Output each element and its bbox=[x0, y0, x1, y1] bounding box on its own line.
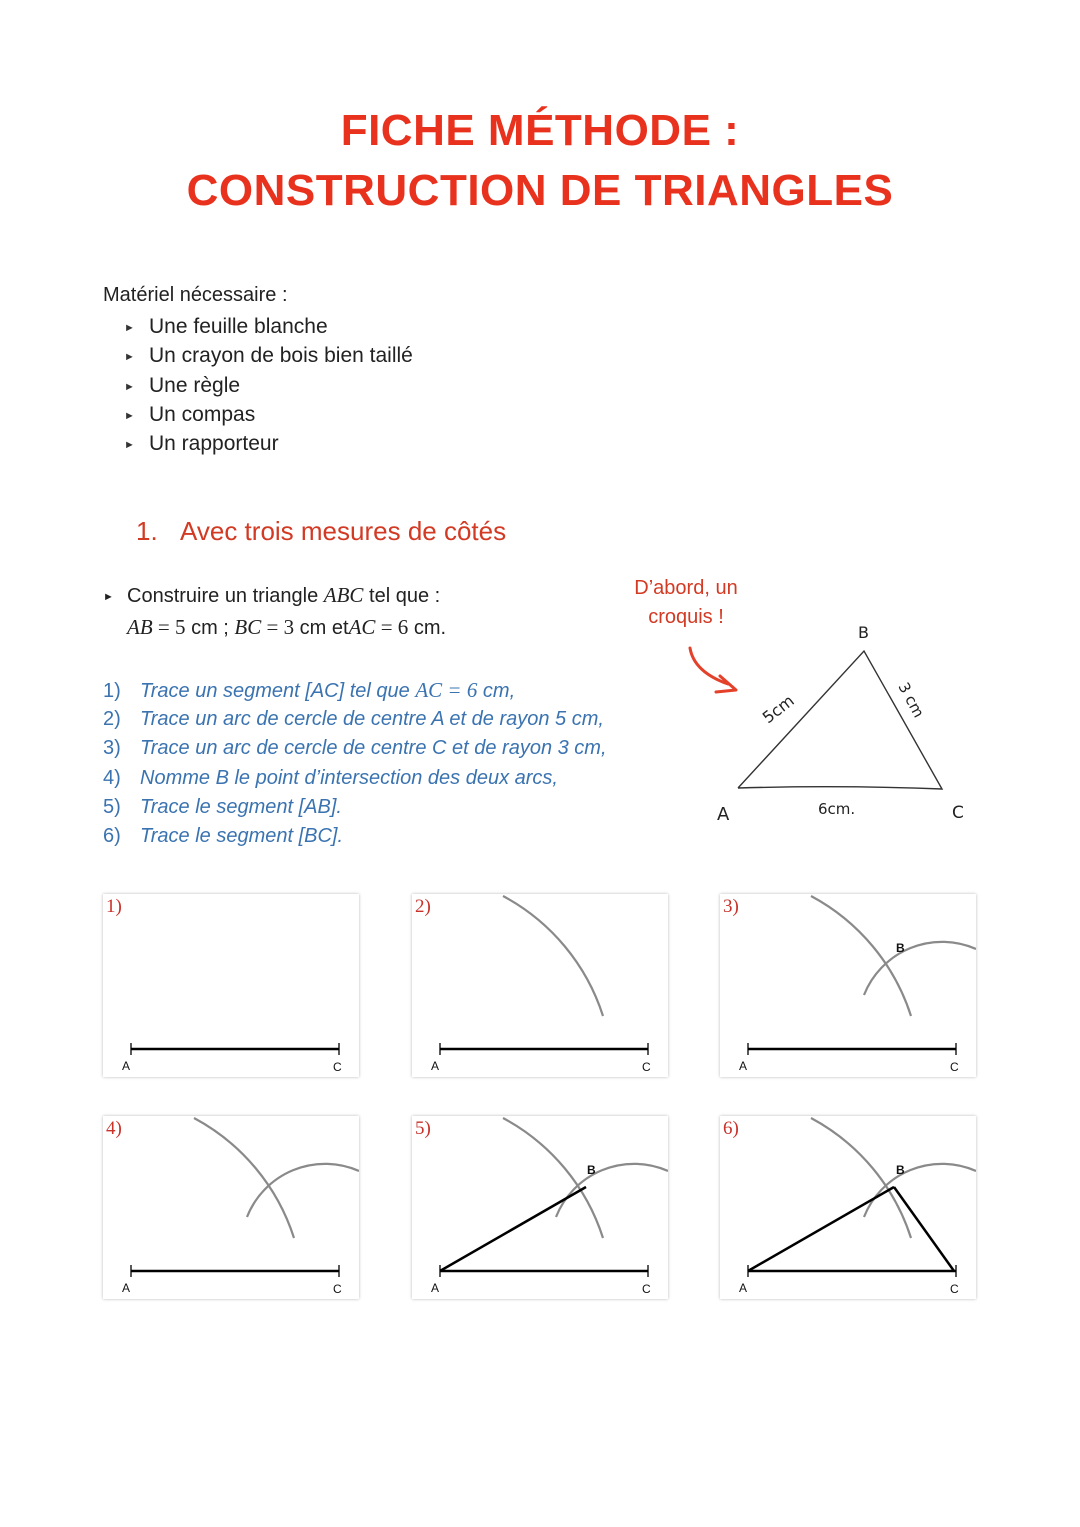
segment-ab bbox=[748, 1187, 894, 1271]
step-panel-4 bbox=[103, 1116, 359, 1299]
materials-label: Matériel nécessaire : bbox=[103, 284, 288, 306]
bullet-icon: ► bbox=[124, 380, 135, 393]
materials-list bbox=[124, 312, 413, 458]
hand-sketch bbox=[680, 620, 980, 830]
bullet-icon: ► bbox=[124, 439, 135, 452]
bullet-icon: ► bbox=[124, 409, 135, 422]
sketch-note: D’abord, un croquis ! bbox=[634, 577, 738, 628]
panel-figure bbox=[720, 1116, 976, 1299]
point-label-a: A bbox=[122, 1281, 131, 1295]
bullet-icon: ► bbox=[124, 351, 135, 364]
materials-item: ► Une règle bbox=[124, 371, 413, 400]
construction-statement: ► Construire un triangle ABC tel que : bbox=[103, 583, 441, 607]
point-label-c: C bbox=[642, 1060, 651, 1074]
panel-figure bbox=[720, 894, 976, 1077]
sketch-label-b: B bbox=[858, 623, 869, 642]
arc-center-c bbox=[864, 942, 976, 995]
point-label-b: B bbox=[587, 1163, 596, 1177]
section-number: 1. bbox=[136, 516, 158, 546]
point-label-b: B bbox=[896, 941, 905, 955]
point-label-c: C bbox=[950, 1282, 959, 1296]
point-label-a: A bbox=[739, 1281, 748, 1295]
panel-figure bbox=[412, 894, 668, 1077]
construction-conditions: AB = 5 cm ; BC = 3 cm etAC = 6 cm. bbox=[127, 615, 447, 639]
steps-list bbox=[103, 676, 607, 851]
sketch-side-ac: 6cm. bbox=[818, 800, 856, 818]
bullet-icon: ► bbox=[103, 591, 114, 603]
step-item: 4) Nomme B le point d’intersection des deux arcs, bbox=[103, 766, 558, 789]
point-label-c: C bbox=[950, 1060, 959, 1074]
step-panel-2 bbox=[412, 894, 668, 1077]
panel-number: 4) bbox=[106, 1118, 122, 1139]
step-panel-3 bbox=[720, 894, 976, 1077]
segment-ab bbox=[440, 1187, 586, 1271]
materials-item: ► Un compas bbox=[124, 400, 413, 429]
step-panel-6 bbox=[720, 1116, 976, 1299]
point-label-a: A bbox=[122, 1059, 131, 1073]
arc-center-c bbox=[556, 1164, 668, 1217]
panel-figure bbox=[412, 1116, 668, 1299]
point-label-a: A bbox=[739, 1059, 748, 1073]
arc-center-c bbox=[864, 1164, 976, 1217]
materials-item: ► Un rapporteur bbox=[124, 429, 413, 458]
panel-number: 2) bbox=[415, 896, 431, 917]
segment-bc bbox=[894, 1187, 954, 1271]
panel-number: 5) bbox=[415, 1118, 431, 1139]
bullet-icon: ► bbox=[124, 322, 135, 334]
step-item: 3) Trace un arc de cercle de centre C et de rayon 3 cm, bbox=[103, 737, 607, 760]
sketch-side-bc: 3 cm bbox=[894, 679, 928, 721]
panel-number: 1) bbox=[106, 896, 122, 917]
panel-number: 6) bbox=[723, 1118, 739, 1139]
step-item: 5) Trace le segment [AB]. bbox=[103, 795, 342, 818]
step-panel-5 bbox=[412, 1116, 668, 1299]
section-title-text: Avec trois mesures de côtés bbox=[180, 516, 507, 546]
page-title-line1: FICHE MÉTHODE : bbox=[340, 106, 740, 155]
point-label-c: C bbox=[333, 1282, 342, 1296]
sketch-label-c: C bbox=[952, 803, 964, 823]
panel-number: 3) bbox=[723, 896, 739, 917]
point-label-c: C bbox=[642, 1282, 651, 1296]
point-label-b: B bbox=[896, 1163, 905, 1177]
page-title-line2: CONSTRUCTION DE TRIANGLES bbox=[186, 166, 894, 215]
triangle-name: ABC bbox=[323, 583, 364, 607]
step-item: 2) Trace un arc de cercle de centre A et de rayon 5 cm, bbox=[103, 708, 604, 731]
panel-figure bbox=[103, 1116, 359, 1299]
step-item: 1) Trace un segment [AC] tel que AC = 6 cm, bbox=[103, 678, 516, 702]
step-item: 6) Trace le segment [BC]. bbox=[103, 824, 344, 847]
point-label-a: A bbox=[431, 1281, 440, 1295]
step-panel-1 bbox=[103, 894, 359, 1077]
sketch-side-ab: 5cm bbox=[758, 690, 798, 728]
panel-figure bbox=[103, 894, 359, 1077]
materials-item: ► Une feuille blanche bbox=[124, 312, 413, 341]
sketch-label-a: A bbox=[717, 804, 730, 825]
point-label-a: A bbox=[431, 1059, 440, 1073]
arc-center-c bbox=[247, 1164, 359, 1217]
point-label-c: C bbox=[333, 1060, 342, 1074]
arc-center-a bbox=[503, 896, 603, 1016]
section-title bbox=[136, 516, 506, 547]
materials-item: ► Un crayon de bois bien taillé bbox=[124, 341, 413, 370]
